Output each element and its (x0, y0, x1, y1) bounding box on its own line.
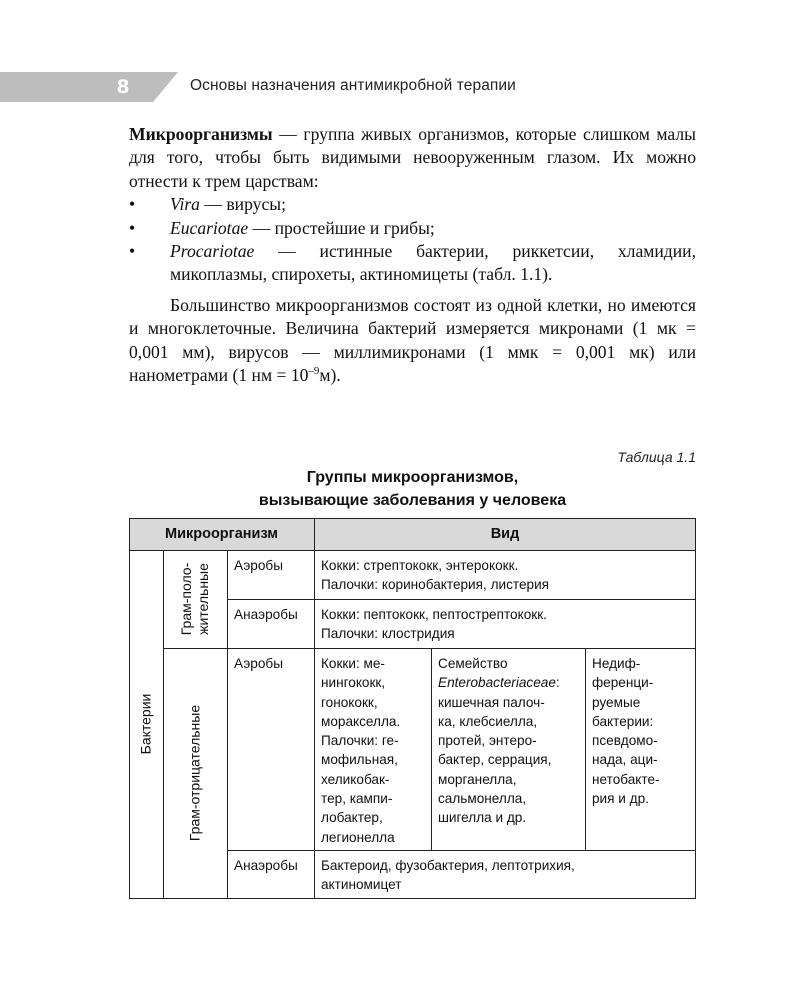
species-line: гонококк, (321, 694, 378, 710)
species-line: моракселла. (321, 713, 401, 729)
gn-aerobes-enterobacteria (438, 654, 560, 828)
kingdom-desc: — простейшие и грибы; (248, 217, 435, 238)
gram-positive-line: Грам-поло- (178, 562, 194, 636)
table-divider (163, 550, 164, 899)
species-line: псевдомо- (592, 733, 658, 749)
running-title: Основы назначения антимикробной терапии (190, 77, 516, 94)
list-item (129, 193, 696, 216)
species-line: нетобакте- (592, 771, 660, 787)
gp-anaerobes-species (321, 605, 547, 644)
gn-aerobes-label: Аэробы (234, 656, 283, 671)
species-line (438, 673, 560, 692)
list-item (129, 217, 696, 240)
size-tail: м). (319, 365, 341, 386)
species-line: протей, энтеро- (438, 733, 537, 749)
intro-paragraph (129, 123, 696, 193)
species-line: Бактероид, фузобактерия, лептотрихия, (321, 858, 575, 873)
species-line: легионелла (321, 829, 395, 845)
header-species: Вид (490, 526, 520, 542)
species-line: бактер, серрация, (438, 752, 552, 768)
header-microorganism: Микроорганизм (164, 526, 279, 542)
family-name: Enterobacteriaceae (438, 675, 556, 691)
gp-anaerobes-label: Анаэробы (234, 607, 298, 622)
species-line: Кокки: ме- (321, 656, 385, 671)
species-line: Кокки: стрептококк, энтерококк. (321, 558, 519, 573)
species-line: нингококк, (321, 675, 386, 691)
list-item (129, 240, 696, 287)
family-suffix: : (555, 675, 560, 691)
table-border (129, 518, 130, 899)
table-border (129, 518, 696, 519)
size-text: Большинство микроорганизмов состоят из одной клетки, но имеются и многоклеточные. Величина бактерий измеряется микронами (1 мк = 0,001 мм), вирусов — миллимикронами (1 ммк = 0,001 мк) или нанометрами (1 нм = 10 (129, 294, 696, 386)
table-divider (227, 599, 696, 600)
table-divider (314, 518, 315, 899)
size-paragraph (129, 294, 696, 388)
table-divider (129, 550, 696, 551)
header-band (0, 72, 178, 102)
species-line: ференци- (592, 675, 654, 691)
bullet-icon: • (129, 241, 136, 262)
species-line: Палочки: коринобактерия, листерия (321, 577, 550, 593)
group-label-gram-positive (178, 563, 212, 636)
kingdom-name: Vira (170, 194, 200, 215)
bullet-icon: • (129, 217, 136, 238)
table-divider (227, 850, 696, 851)
table-label: Таблица 1.1 (617, 449, 696, 465)
bullet-icon: • (129, 194, 136, 215)
kingdom-desc: — вирусы; (199, 194, 286, 215)
table-border (695, 518, 696, 899)
gp-aerobes-species (321, 556, 549, 595)
species-line: шигелла и др. (438, 810, 527, 826)
gn-aerobes-cocci (321, 654, 400, 847)
species-line: морганелла, (438, 771, 517, 787)
gp-aerobes-label: Аэробы (234, 558, 283, 573)
page-number: 8 (116, 76, 130, 98)
intro-definition: — группа живых организмов, которые слишком малы для того, чтобы быть видимыми невооруженным глазом. Их можно отнести к трем царствам: (129, 124, 696, 191)
species-line: Недиф- (592, 656, 641, 671)
body-text (129, 123, 696, 387)
gn-anaerobes-species (321, 856, 575, 895)
group-label-bacteria: Бактерии (137, 693, 154, 755)
species-line: ка, клебсиелла, (438, 713, 538, 729)
species-line: кишечная палоч- (438, 694, 545, 710)
gn-aerobes-nonfermenting (592, 654, 660, 808)
species-line: бактерии: (592, 713, 654, 729)
species-line: тер, кампи- (321, 791, 393, 807)
intro-term: Микроорганизмы (129, 124, 273, 144)
species-line: сальмонелла, (438, 791, 527, 807)
table-divider (227, 550, 228, 899)
species-line: Кокки: пептококк, пептострептококк. (321, 607, 547, 622)
species-line: рия и др. (592, 791, 649, 807)
kingdom-list (129, 193, 696, 287)
microorganism-table (129, 518, 696, 899)
group-label-gram-negative: Грам-отрицательные (186, 704, 203, 842)
species-line: мофильная, (321, 752, 398, 768)
kingdom-name: Eucariotae (170, 217, 249, 238)
kingdom-name: Procariotae (170, 241, 255, 262)
table-border (129, 898, 696, 899)
table-divider (431, 648, 432, 850)
table-title-line: Группы микроорганизмов, (306, 469, 519, 486)
table-title (129, 466, 696, 512)
table-divider (163, 648, 696, 649)
kingdom-desc: — истинные бактерии, риккетсии, хламидии, микоплазмы, спирохеты, актиномицеты (табл. 1.1). (170, 241, 696, 285)
species-line: руемые (592, 694, 641, 710)
species-line: Палочки: ге- (321, 733, 399, 749)
gn-anaerobes-label: Анаэробы (234, 858, 298, 873)
size-exponent: –9 (308, 365, 320, 378)
species-line: актиномицет (321, 877, 402, 893)
gram-positive-line: жительные (195, 563, 211, 635)
species-line: лобактер, (321, 810, 383, 826)
table-title-line: вызывающие заболевания у человека (258, 492, 567, 509)
species-line: Семейство (438, 656, 508, 671)
species-line: нада, аци- (592, 752, 658, 768)
table-divider (585, 648, 586, 850)
species-line: Палочки: клостридия (321, 626, 455, 642)
species-line: хеликобак- (321, 771, 390, 787)
